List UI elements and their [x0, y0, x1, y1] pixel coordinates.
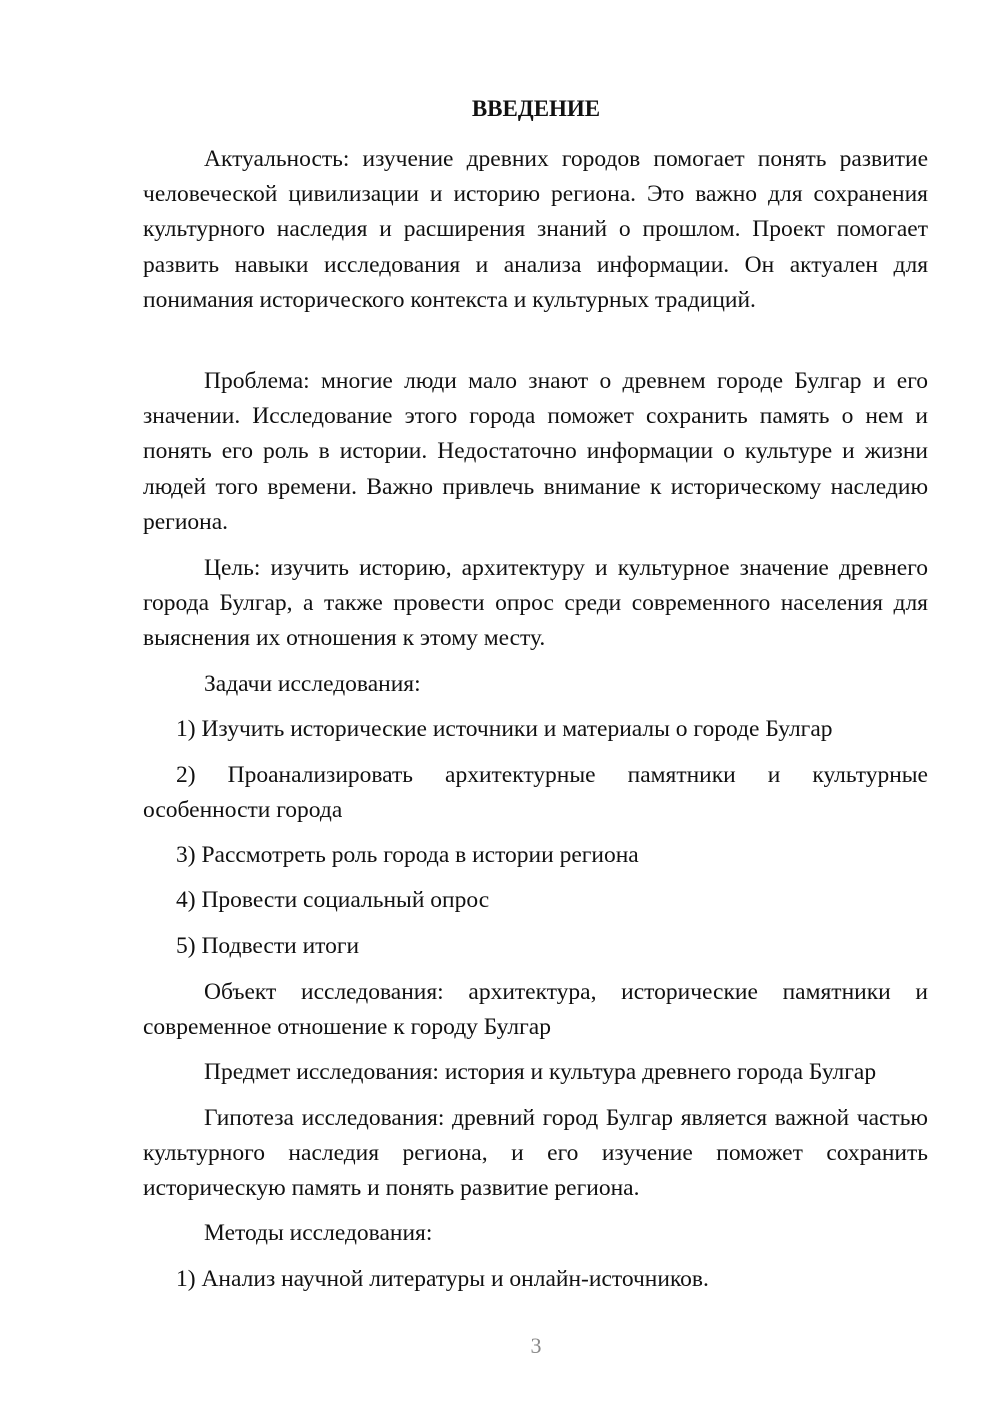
object-paragraph: Объект исследования: архитектура, исторические памятники и современное отношение к городу Булгар	[143, 979, 928, 1041]
page-title: ВВЕДЕНИЕ	[471, 96, 601, 121]
task-item-2: 2) Проанализировать архитектурные памятники и культурные особенности города	[143, 762, 928, 824]
tasks-heading: Задачи исследования:	[204, 671, 421, 697]
task-item-4: 4) Провести социальный опрос	[176, 887, 490, 913]
goal-paragraph: Цель: изучить историю, архитектуру и культурное значение древнего города Булгар, а также провести опрос среди современного населения для выяснения их отношения к этому месту.	[143, 555, 928, 652]
method-item-1: 1) Анализ научной литературы и онлайн-источников.	[176, 1266, 709, 1292]
task-item-5: 5) Подвести итоги	[176, 933, 360, 959]
relevance-paragraph: Актуальность: изучение древних городов помогает понять развитие человеческой цивилизации и историю региона. Это важно для сохранения культурного наследия и расширения знаний о прошлом. Проект помогает развить навыки исследования и анализа информации. Он актуален для понимания исторического контекста и культурных традиций.	[143, 146, 928, 313]
hypothesis-paragraph: Гипотеза исследования: древний город Булгар является важной частью культурного наследия региона, и его изучение поможет сохранить историческую память и понять развитие региона.	[143, 1105, 928, 1202]
task-item-1: 1) Изучить исторические источники и материалы о городе Булгар	[176, 716, 833, 742]
problem-paragraph: Проблема: многие люди мало знают о древнем городе Булгар и его значении. Исследование этого города поможет сохранить память о нем и понять его роль в истории. Недостаточно информации о культуре и жизни людей того времени. Важно привлечь внимание к историческому наследию региона.	[143, 368, 928, 535]
page-number: 3	[530, 1333, 542, 1358]
subject-paragraph: Предмет исследования: история и культура древнего города Булгар	[204, 1059, 877, 1085]
methods-heading: Методы исследования:	[204, 1220, 433, 1246]
task-item-3: 3) Рассмотреть роль города в истории региона	[176, 842, 639, 868]
